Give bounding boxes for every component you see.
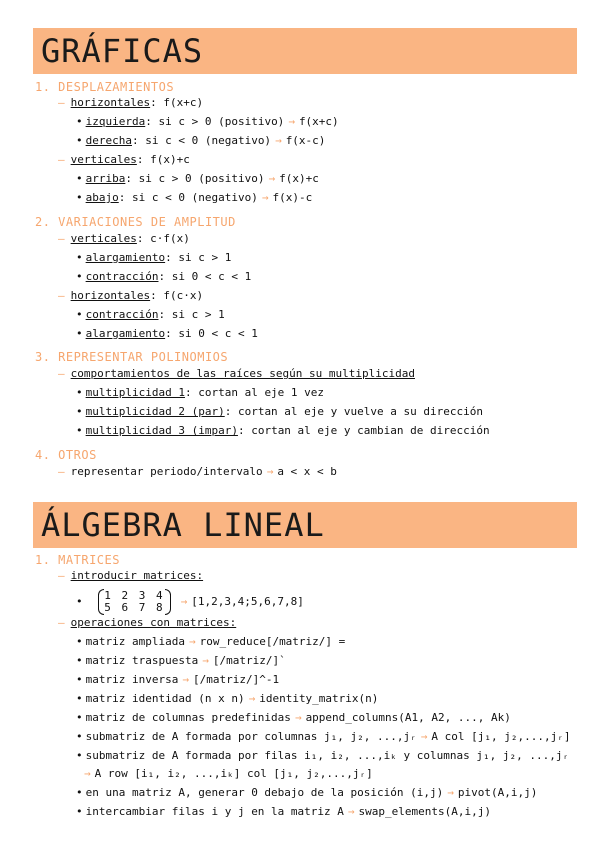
item-izquierda: • izquierda: si c > 0 (positivo) → f(x+c) — [76, 115, 339, 128]
graficas-banner — [33, 28, 577, 74]
item-introducir: – introducir matrices: — [58, 569, 204, 582]
item-alargamiento-v: • alargamiento: si c > 1 — [76, 251, 232, 264]
item-verticales-amp: – verticales: c·f(x) — [58, 232, 190, 245]
item-horizontales: – horizontales: f(x+c) — [58, 96, 204, 109]
item-abajo: • abajo: si c < 0 (negativo) → f(x)-c — [76, 191, 313, 204]
op-traspuesta: • matriz traspuesta → [/matriz/]` — [76, 654, 286, 667]
op-submatriz-col: • submatriz de A formada por columnas j₁, j₂, ...,jᵣ → A col [j₁, j₂,...,jᵣ] — [76, 730, 571, 743]
item-matrix-example: • 1 2 3 4 5 6 7 8 → [1,2,3,4;5,6,7,8] — [76, 589, 304, 614]
item-multiplicidad-2: • multiplicidad 2 (par): cortan al eje y vuelve a su dirección — [76, 405, 483, 418]
item-periodo: – representar periodo/intervalo → a < x < b — [58, 465, 337, 478]
item-multiplicidad-3: • multiplicidad 3 (impar): cortan al eje y cambian de dirección — [76, 424, 490, 437]
op-submatriz-filas: • submatriz de A formada por filas i₁, i₂, ...,iₖ y columnas j₁, j₂, ...,jᵣ — [76, 749, 570, 762]
graficas-title: GRÁFICAS — [41, 32, 204, 70]
op-submatriz-filas-result: → A row [i₁, i₂, ...,iₖ] col [j₁, j₂,...,jᵣ] — [84, 767, 373, 780]
heading-polinomios: 3. REPRESENTAR POLINOMIOS — [35, 350, 229, 364]
op-ampliada: • matriz ampliada → row_reduce[/matriz/] = — [76, 635, 346, 648]
op-inversa: • matriz inversa → [/matriz/]^-1 — [76, 673, 280, 686]
matrix-example: 1 2 3 4 5 6 7 8 — [98, 590, 170, 614]
algebra-title: ÁLGEBRA LINEAL — [41, 506, 325, 544]
algebra-banner — [33, 502, 577, 548]
op-columnas: • matriz de columnas predefinidas → append_columns(A1, A2, ..., Ak) — [76, 711, 511, 724]
item-derecha: • derecha: si c < 0 (negativo) → f(x-c) — [76, 134, 326, 147]
item-contraccion-h: • contracción: si c > 1 — [76, 308, 225, 321]
item-comportamientos: – comportamientos de las raíces según su multiplicidad — [58, 367, 415, 380]
op-pivot: • en una matriz A, generar 0 debajo de la posición (i,j) → pivot(A,i,j) — [76, 786, 538, 799]
heading-matrices: 1. MATRICES — [35, 553, 120, 567]
item-horizontales-amp: – horizontales: f(c·x) — [58, 289, 204, 302]
op-swap: • intercambiar filas i y j en la matriz A → swap_elements(A,i,j) — [76, 805, 491, 818]
item-contraccion-v: • contracción: si 0 < c < 1 — [76, 270, 252, 283]
heading-desplazamientos: 1. DESPLAZAMIENTOS — [35, 80, 175, 94]
item-arriba: • arriba: si c > 0 (positivo) → f(x)+c — [76, 172, 319, 185]
op-identidad: • matriz identidad (n x n) → identity_matrix(n) — [76, 692, 379, 705]
heading-otros: 4. OTROS — [35, 448, 97, 462]
item-operaciones: – operaciones con matrices: — [58, 616, 237, 629]
heading-variaciones: 2. VARIACIONES DE AMPLITUD — [35, 215, 236, 229]
item-multiplicidad-1: • multiplicidad 1: cortan al eje 1 vez — [76, 386, 325, 399]
item-alargamiento-h: • alargamiento: si 0 < c < 1 — [76, 327, 258, 340]
item-verticales: – verticales: f(x)+c — [58, 153, 190, 166]
